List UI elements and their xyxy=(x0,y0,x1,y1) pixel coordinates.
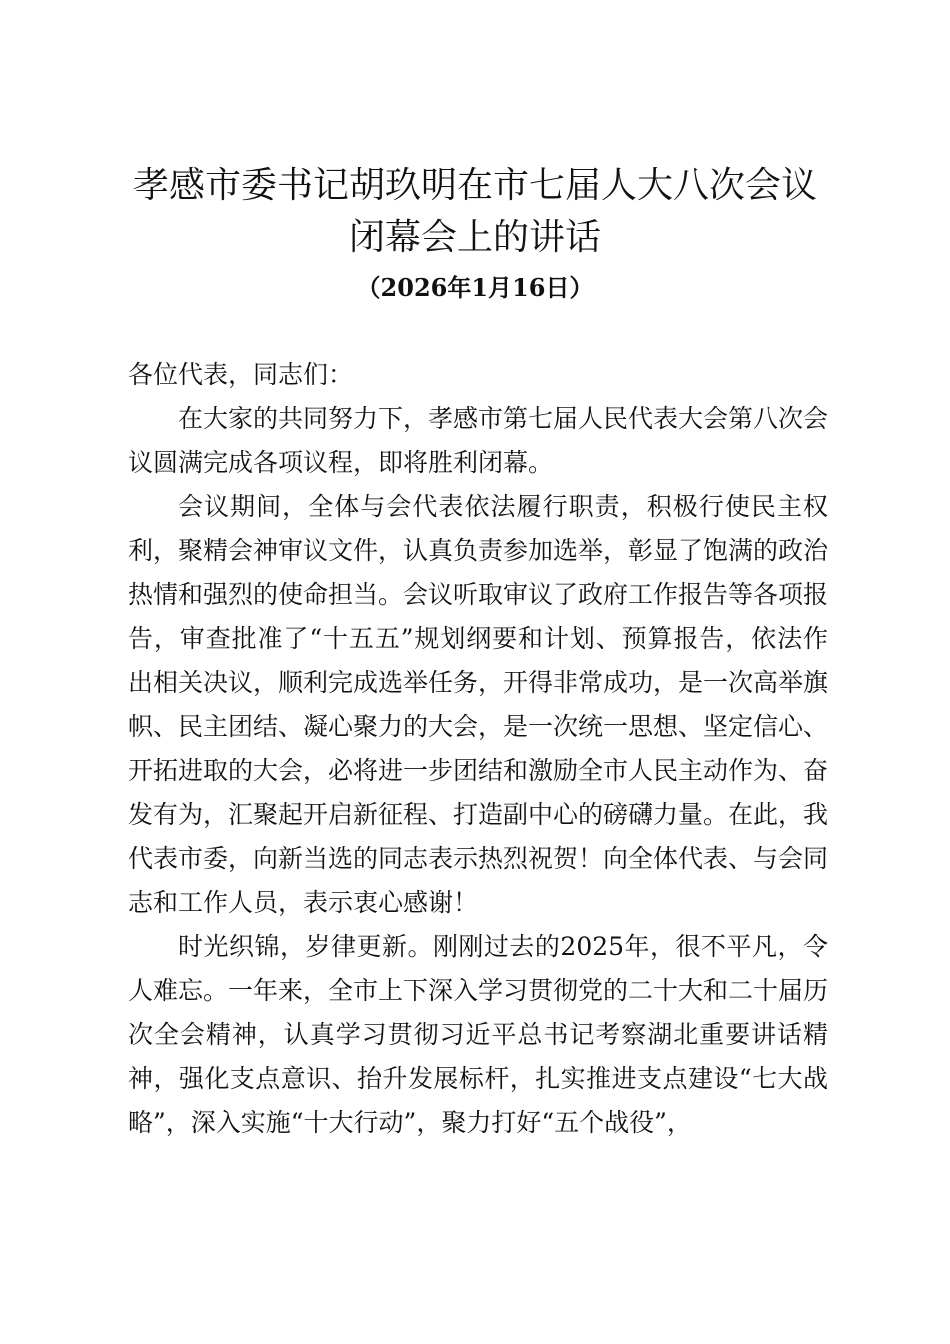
document-body xyxy=(128,353,828,1145)
title-block xyxy=(0,160,950,306)
paragraph-2: 会议期间，全体与会代表依法履行职责，积极行使民主权利，聚精会神审议文件，认真负责参加选举，彰显了饱满的政治热情和强烈的使命担当。会议听取审议了政府工作报告等各项报告，审查批准了“十五五”规划纲要和计划、预算报告，依法作出相关决议，顺利完成选举任务，开得非常成功，是一次高举旗帜、民主团结、凝心聚力的大会，是一次统一思想、坚定信心、开拓进取的大会，必将进一步团结和激励全市人民主动作为、奋发有为，汇聚起开启新征程、打造副中心的磅礴力量。在此，我代表市委，向新当选的同志表示热烈祝贺！向全体代表、与会同志和工作人员，表示衷心感谢！ xyxy=(128,492,829,917)
paragraph-3: 时光织锦，岁律更新。刚刚过去的2025年，很不平凡，令人难忘。一年来，全市上下深入学习贯彻党的二十大和二十届历次全会精神，认真学习贯彻习近平总书记考察湖北重要讲话精神，强化支点意识、抬升发展标杆，扎实推进支点建设“七大战略”，深入实施“十大行动”，聚力打好“五个战役”， xyxy=(128,932,829,1137)
document-title-line-1: 孝感市委书记胡玖明在市七届人大八次会议 xyxy=(132,165,817,206)
salutation: 各位代表，同志们： xyxy=(128,360,354,389)
document-date: （2026年1月16日） xyxy=(356,273,594,302)
document-title-line-2: 闭幕会上的讲话 xyxy=(348,217,601,258)
paragraph-1: 在大家的共同努力下，孝感市第七届人民代表大会第八次会议圆满完成各项议程，即将胜利闭幕。 xyxy=(128,404,829,477)
